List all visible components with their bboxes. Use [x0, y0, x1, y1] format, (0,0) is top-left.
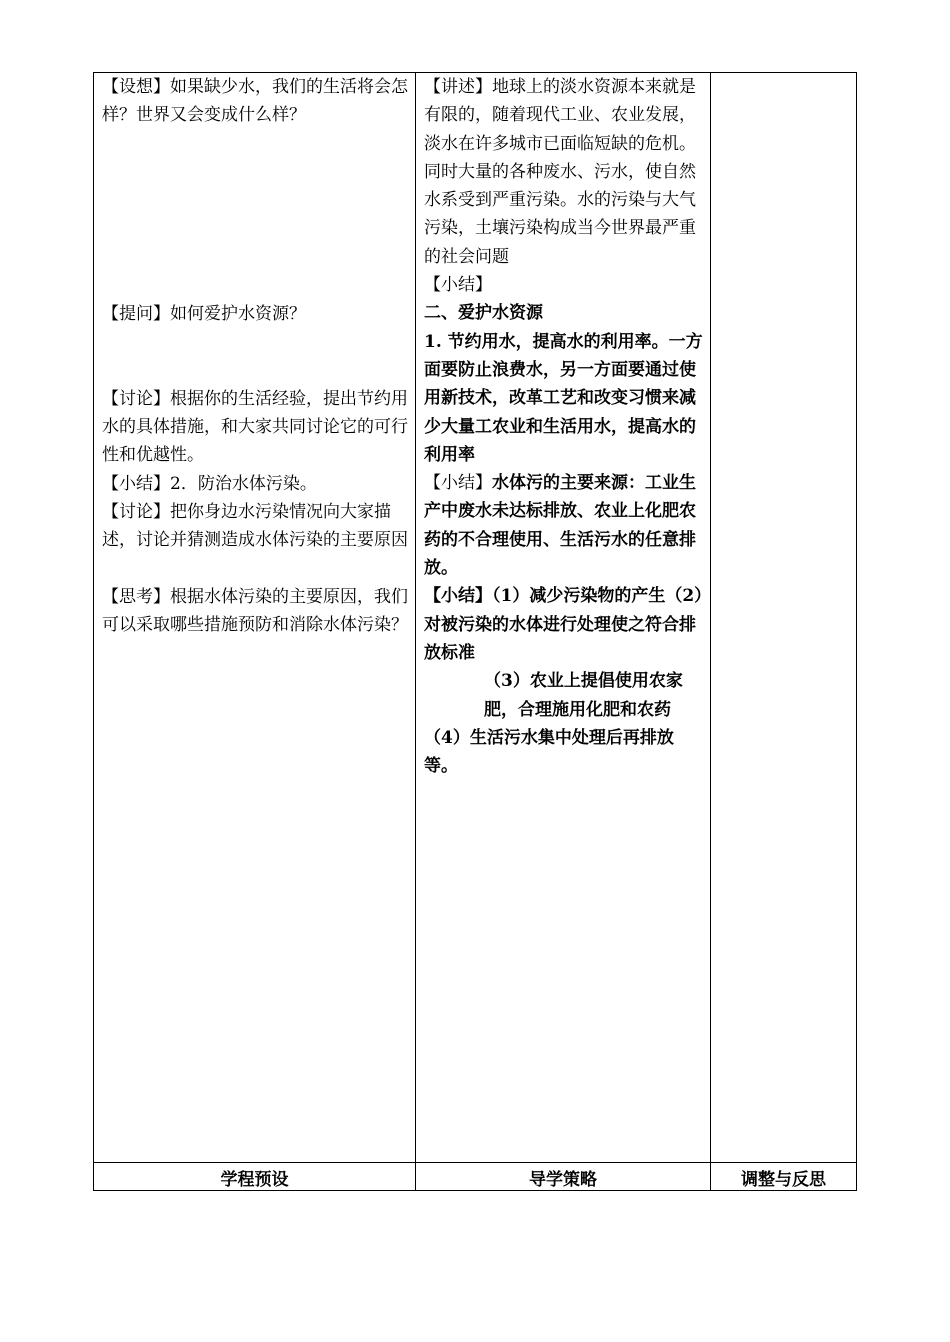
summary-text: 水体污的主要来源：工业生产中废水未达标排放、农业上化肥农药的不合理使用、生活污水的任意排放。 [424, 473, 696, 579]
student-process-cell [102, 73, 410, 639]
student-text-1: 【设想】如果缺少水，我们的生活将会怎样？世界又会变成什么样？ [102, 77, 408, 126]
lesson-plan-table [93, 72, 857, 1191]
column-divider [710, 73, 711, 1190]
column-divider [415, 73, 416, 1190]
footer-adjust-reflect: 调整与反思 [741, 1169, 826, 1190]
summary-label: 【小结】 [424, 473, 492, 494]
student-text-6: 【思考】根据水体污染的主要原因，我们可以采取哪些措施预防和消除水体污染？ [102, 586, 408, 635]
guidance-strategy-cell [424, 73, 704, 780]
student-text-3: 【讨论】根据你的生活经验，提出节约用水的具体措施，和大家共同讨论它的可行性和优越性。 [102, 388, 408, 466]
guide-text-7: （3）农业上提倡使用农家肥，合理施用化肥和农药 [484, 671, 683, 720]
student-text-2: 【提问】如何爱护水资源？ [102, 303, 306, 324]
guide-text-1: 【讲述】地球上的淡水资源本来就是有限的，随着现代工业、农业发展，淡水在许多城市已面临短缺的危机。同时大量的各种废水、污水，使自然水系受到严重污染。水的污染与大气污染，土壤污染构成当今世界最严重的社会问题 [424, 77, 696, 267]
guide-heading: 二、爱护水资源 [424, 303, 543, 324]
student-text-4: 【小结】2．防治水体污染。 [102, 473, 317, 494]
footer-guidance-strategy: 导学策略 [529, 1169, 597, 1190]
guide-text-8: （4）生活污水集中处理后再排放等。 [424, 727, 674, 777]
guide-text-5 [424, 469, 704, 582]
student-text-5: 【讨论】把你身边水污染情况向大家描述，讨论并猜测造成水体污染的主要原因 [102, 502, 408, 551]
guide-text-6: 【小结】（1）减少污染物的产生（2）对被污染的水体进行处理使之符合排放标准 [424, 586, 703, 663]
footer-student-process: 学程预设 [220, 1169, 289, 1190]
guide-text-2: 【小结】 [424, 275, 492, 296]
guide-text-4: 1. 节约用水，提高水的利用率。一方面要防止浪费水，另一方面要通过使用新技术，改革工艺和改变习惯来减少大量工农业和生活用水，提高水的利用率 [424, 331, 703, 465]
